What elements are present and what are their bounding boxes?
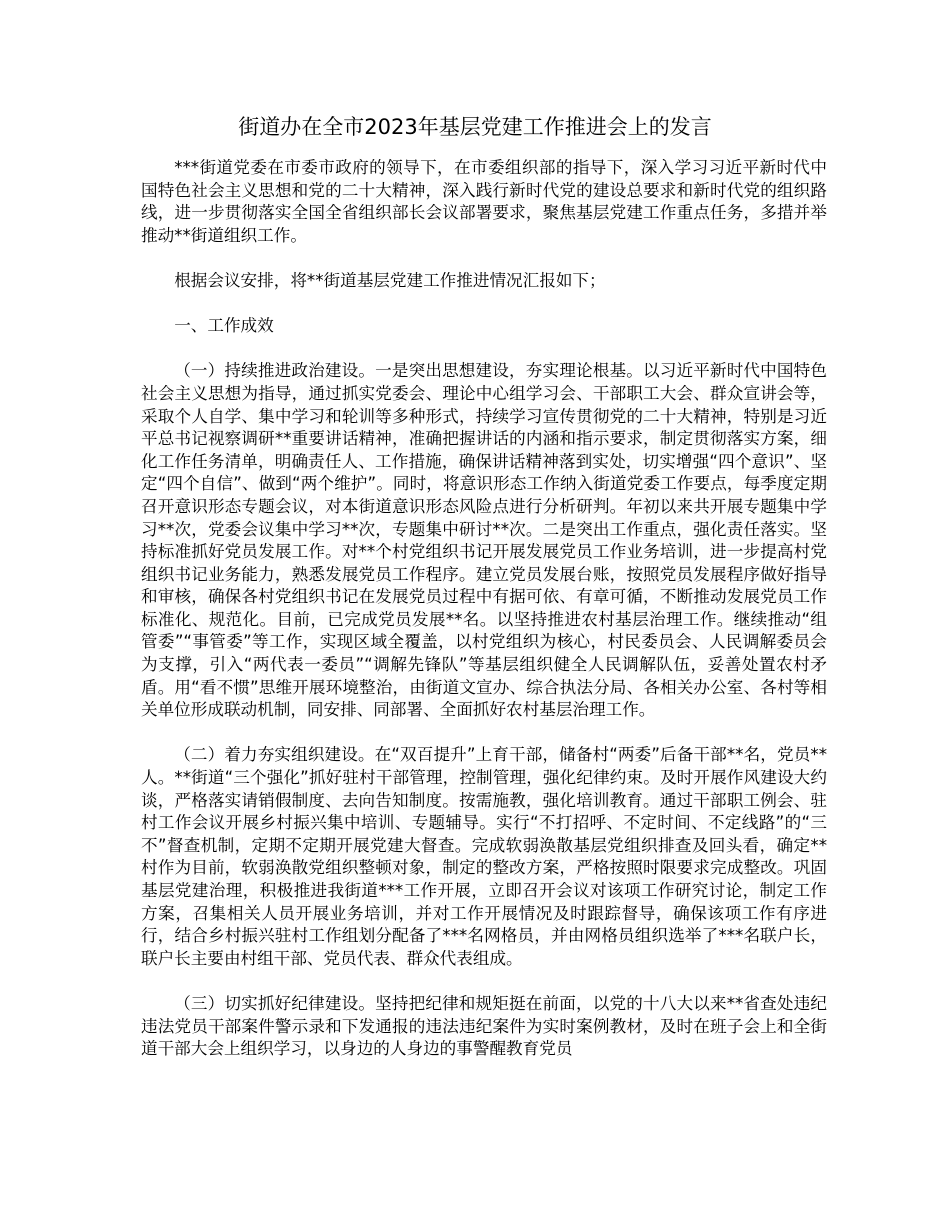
paragraph-organization-building: （二）着力夯实组织建设。在“双百提升”上育干部，储备村“两委”后备干部**名，党员**人。**街道“三个强化”抓好驻村干部管理，控制管理，强化纪律约束。及时开展作风建设大约谈，严格落实请销假制度、去向告知制度。按需施教，强化培训教育。通过干部职工例会、驻村工作会议开展乡村振兴集中培训、专题辅导。实行“不打招呼、不定时间、不定线路”的“三不”督查机制，定期不定期开展党建大督查。完成软弱涣散基层党组织排查及回头看，确定**村作为目前，软弱涣散党组织整顿对象，制定的整改方案，严格按照时限要求完成整改。巩固基层党建治理，积极推进我街道***工作开展，立即召开会议对该项工作研究讨论，制定工作方案，召集相关人员开展业务培训，并对工作开展情况及时跟踪督导，确保该项工作有序进行，结合乡村振兴驻村工作组划分配备了***名网格员，并由网格员组织选举了***名联户长，联户长主要由村组干部、党员代表、群众代表组成。 bbox=[141, 745, 827, 968]
paragraph-intro: ***街道党委在市委市政府的领导下，在市委组织部的指导下，深入学习习近平新时代中国特色社会主义思想和党的二十大精神，深入践行新时代党的建设总要求和新时代党的组织路线，进一步贯彻落实全国全省组织部长会议部署要求，聚焦基层党建工作重点任务，多措并举推动**街道组织工作。 bbox=[141, 158, 827, 245]
section-heading-results: 一、工作成效 bbox=[174, 316, 274, 336]
paragraph-discipline-building: （三）切实抓好纪律建设。坚持把纪律和规矩挺在前面，以党的十八大以来**省查处违纪违法党员干部案件警示录和下发通报的违法违纪案件为实时案例教材，及时在班子会上和全街道干部大会上组织学习，以身边的人身边的事警醒教育党员 bbox=[141, 993, 827, 1059]
paragraph-political-building: （一）持续推进政治建设。一是突出思想建设，夯实理论根基。以习近平新时代中国特色社会主义思想为指导，通过抓实党委会、理论中心组学习会、干部职工大会、群众宣讲会等，采取个人自学、集中学习和轮训等多种形式，持续学习宣传贯彻党的二十大精神，特别是习近平总书记视察调研**重要讲话精神，准确把握讲话的内涵和指示要求，制定贯彻落实方案，细化工作任务清单，明确责任人、工作措施，确保讲话精神落到实处，切实增强“四个意识”、坚定“四个自信”、做到“两个维护”。同时，将意识形态工作纳入街道党委工作要点，每季度定期召开意识形态专题会议，对本街道意识形态风险点进行分析研判。年初以来共开展专题集中学习**次，党委会议集中学习**次，专题集中研讨**次。二是突出工作重点，强化责任落实。坚持标准抓好党员发展工作。对**个村党组织书记开展发展党员工作业务培训，进一步提高村党组织书记业务能力，熟悉发展党员工作程序。建立党员发展台账，按照党员发展程序做好指导和审核，确保各村党组织书记在发展党员过程中有据可依、有章可循，不断推动发展党员工作标准化、规范化。目前，已完成党员发展**名。以坚持推进农村基层治理工作。继续推动“组管委”“事管委”等工作，实现区域全覆盖，以村党组织为核心，村民委员会、人民调解委员会为支撑，引入“两代表一委员”“调解先锋队”等基层组织健全人民调解队伍，妥善处置农村矛盾。用“看不惯”思维开展环境整治，由街道文宣办、综合执法分局、各相关办公室、各村等相关单位形成联动机制，同安排、同部署、全面抓好农村基层治理工作。 bbox=[141, 361, 827, 720]
paragraph-report-intro: 根据会议安排，将**街道基层党建工作推进情况汇报如下； bbox=[174, 270, 606, 290]
document-body bbox=[141, 157, 827, 1061]
document-title: 街道办在全市2023年基层党建工作推进会上的发言 bbox=[238, 115, 712, 139]
